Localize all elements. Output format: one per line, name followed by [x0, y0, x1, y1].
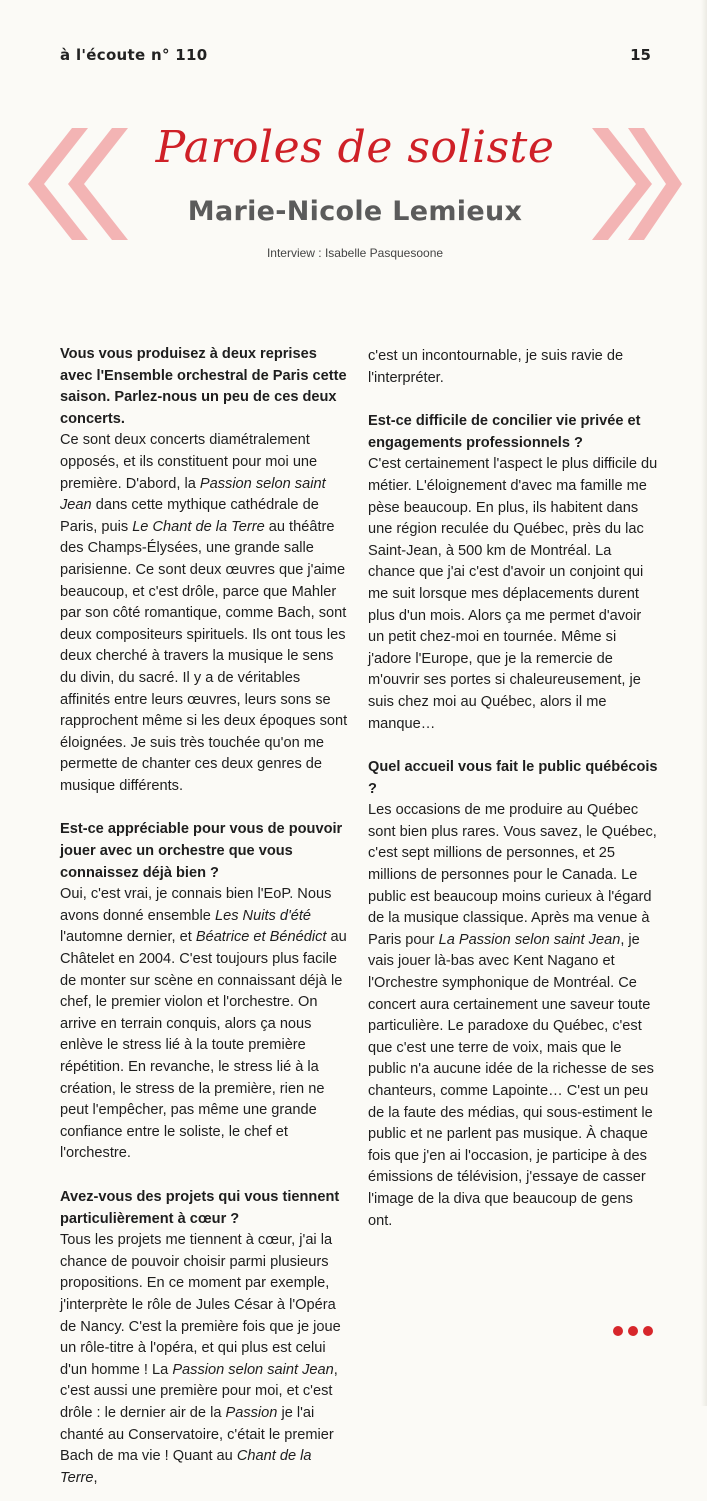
question: Est-ce difficile de concilier vie privée et engagements professionnels ? — [368, 413, 641, 451]
page-number: 15 — [630, 46, 651, 64]
question: Est-ce appréciable pour vous de pouvoir jouer avec un orchestre que vous connaissez déjà bien ? — [60, 821, 343, 881]
answer: Ce sont deux concerts diamétralement opposés, et ils constituent pour moi une première. D'abord, la Passion selon saint Jean dans cette mythique cathédrale de Paris, puis Le Chant de la Terre au théâtre des Champs-Élysées, une grande salle parisienne. Ce sont deux œuvres que j'aime beaucoup, et c'est drôle, parce que Mahler par son côté romantique, comme Bach, sont deux compositeurs spirituels. Ils ont tous les deux cherché à travers la musique le sens du divin, du sacré. Il y a de véritables affinités entre leurs œuvres, leurs sons se rapprochent même si les deux époques sont éloignées. Je suis très touchée qu'on me permette de chanter ces deux genres de musique différents. — [60, 432, 348, 794]
dot-icon — [628, 1326, 638, 1336]
article-subtitle: Marie-Nicole Lemieux — [187, 196, 523, 227]
left-quote-chevron-icon — [28, 128, 128, 240]
issue-number: à l'écoute n° 110 — [60, 46, 208, 64]
question: Quel accueil vous fait le public québécois ? — [368, 759, 658, 797]
continued-dots-icon — [613, 1326, 653, 1336]
page-edge — [701, 0, 707, 1406]
answer-continued: c'est un incontournable, je suis ravie de l'interpréter. — [368, 348, 624, 386]
article-title: Paroles de soliste — [155, 122, 555, 173]
right-column — [368, 346, 658, 1254]
answer: Tous les projets me tiennent à cœur, j'ai la chance de pouvoir choisir parmi plusieurs propositions. En ce moment par exemple, j'interprète le rôle de Jules César à l'Opéra de Nancy. C'est la première fois que je joue un rôle-titre à l'opéra, et qui plus est celui d'un homme ! La Passion selon saint Jean, c'est aussi une première pour moi, et c'est drôle : le dernier air de la Passion je l'ai chanté au Conservatoire, c'était le premier Bach de ma vie ! Quant au Chant de la Terre, — [60, 1232, 341, 1486]
answer: C'est certainement l'aspect le plus difficile du métier. L'éloignement d'avec ma famille me pèse beaucoup. En plus, ils habitent dans une région reculée du Québec, près du lac Saint-Jean, à 500 km de Montréal. La chance que j'ai c'est d'avoir un conjoint qui me suit lorsque mes déplacements durent plus d'un mois. Alors ça me permet d'avoir un petit chez-moi en tournée. Même si j'adore l'Europe, que je la remercie de m'ouvrir ses portes si chaleureusement, je suis chez moi au Québec, alors il me manque… — [368, 456, 658, 732]
byline: Interview : Isabelle Pasquesoone — [266, 246, 444, 260]
dot-icon — [613, 1326, 623, 1336]
dot-icon — [643, 1326, 653, 1336]
question: Avez-vous des projets qui vous tiennent particulièrement à cœur ? — [60, 1188, 340, 1227]
answer: Oui, c'est vrai, je connais bien l'EoP. Nous avons donné ensemble Les Nuits d'été l'automne dernier, et Béatrice et Bénédict au Châtelet en 2004. C'est toujours plus facile de monter sur scène en connaissant déjà le chef, le premier violon et l'orchestre. On arrive en terrain conquis, alors ça nous enlève le stress lié à la toute première répétition. En revanche, le stress lié à la création, le stress de la première, rien ne peut l'empêcher, pas même une grande confiance entre le soliste, le chef et l'orchestre. — [60, 886, 347, 1162]
left-column — [60, 344, 350, 1501]
question: Vous vous produisez à deux reprises avec l'Ensemble orchestral de Paris cette saison. Parlez-nous un peu de ces deux concerts. — [60, 346, 347, 427]
right-quote-chevron-icon — [592, 128, 682, 240]
answer: Les occasions de me produire au Québec sont bien plus rares. Vous savez, le Québec, c'est sept millions de personnes, et 25 millions de personnes pour le Canada. Le public est beaucoup moins curieux à l'égard de la musique classique. Après ma venue à Paris pour La Passion selon saint Jean, je vais jouer là-bas avec Kent Nagano et l'Orchestre symphonique de Montréal. Ce concert aura certainement une saveur toute particulière. Le paradoxe du Québec, c'est que c'est une terre de voix, mais que le public n'a aucune idée de la richesse de ses chanteurs, comme Lapointe… C'est un peu de la faute des médias, qui sous-estiment le public et ne parlent pas musique. À chaque fois que j'en ai l'occasion, je participe à des émissions de télévision, j'essaye de casser l'image de la diva que beaucoup de gens ont. — [368, 802, 657, 1229]
